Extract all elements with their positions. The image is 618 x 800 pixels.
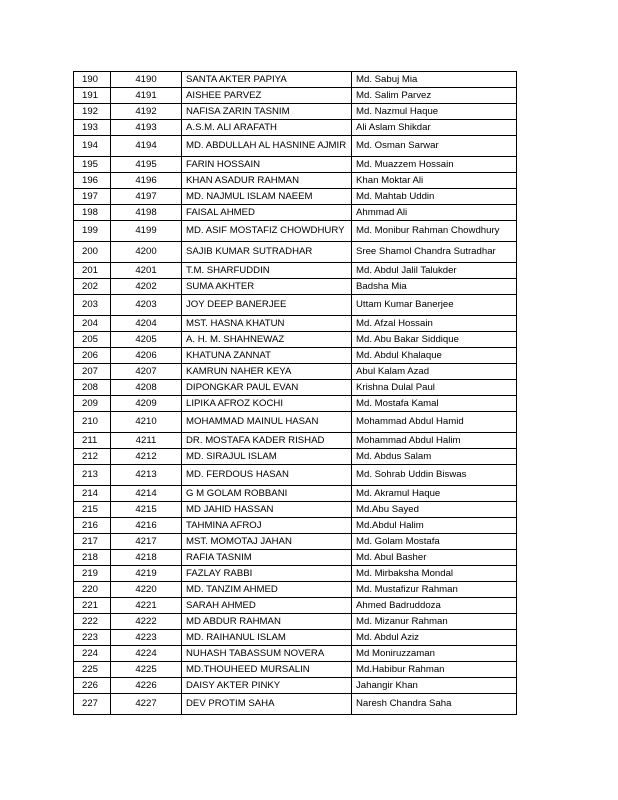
serial-number-cell: 190 bbox=[74, 72, 111, 88]
table-row bbox=[74, 364, 517, 380]
father-name-cell: Ahmed Badruddoza bbox=[352, 598, 517, 614]
serial-number-cell: 209 bbox=[74, 396, 111, 412]
student-name-cell: DIPONGKAR PAUL EVAN bbox=[182, 380, 352, 396]
father-name-cell: Jahangir Khan bbox=[352, 678, 517, 694]
father-name-cell: Md. Abul Basher bbox=[352, 550, 517, 566]
student-name-cell: MOHAMMAD MAINUL HASAN bbox=[182, 412, 352, 433]
student-name-cell: MD. ABDULLAH AL HASNINE AJMIR bbox=[182, 136, 352, 157]
serial-number-cell: 198 bbox=[74, 205, 111, 221]
table-row bbox=[74, 263, 517, 279]
father-name-cell: Md. Nazmul Haque bbox=[352, 104, 517, 120]
father-name-cell: Md. Abdul Aziz bbox=[352, 630, 517, 646]
roll-number-cell: 4220 bbox=[111, 582, 182, 598]
table-row bbox=[74, 221, 517, 242]
student-name-cell: MD. NAJMUL ISLAM NAEEM bbox=[182, 189, 352, 205]
table-row bbox=[74, 279, 517, 295]
student-name-cell: MD. SIRAJUL ISLAM bbox=[182, 449, 352, 465]
roll-number-cell: 4206 bbox=[111, 348, 182, 364]
table-row bbox=[74, 173, 517, 189]
table-row bbox=[74, 449, 517, 465]
student-name-cell: MST. HASNA KHATUN bbox=[182, 316, 352, 332]
serial-number-cell: 201 bbox=[74, 263, 111, 279]
student-name-cell: SANTA AKTER PAPIYA bbox=[182, 72, 352, 88]
roll-number-cell: 4201 bbox=[111, 263, 182, 279]
student-name-cell: KHAN ASADUR RAHMAN bbox=[182, 173, 352, 189]
table-row bbox=[74, 582, 517, 598]
roll-number-cell: 4194 bbox=[111, 136, 182, 157]
roll-number-cell: 4208 bbox=[111, 380, 182, 396]
serial-number-cell: 193 bbox=[74, 120, 111, 136]
serial-number-cell: 222 bbox=[74, 614, 111, 630]
serial-number-cell: 197 bbox=[74, 189, 111, 205]
serial-number-cell: 219 bbox=[74, 566, 111, 582]
table-row bbox=[74, 295, 517, 316]
father-name-cell: Md. Abdus Salam bbox=[352, 449, 517, 465]
student-name-cell: AISHEE PARVEZ bbox=[182, 88, 352, 104]
table-row bbox=[74, 678, 517, 694]
table-row bbox=[74, 534, 517, 550]
father-name-cell: Md. Mahtab Uddin bbox=[352, 189, 517, 205]
serial-number-cell: 216 bbox=[74, 518, 111, 534]
roll-number-cell: 4225 bbox=[111, 662, 182, 678]
father-name-cell: Badsha Mia bbox=[352, 279, 517, 295]
table-row bbox=[74, 486, 517, 502]
serial-number-cell: 215 bbox=[74, 502, 111, 518]
table-row bbox=[74, 465, 517, 486]
table-row bbox=[74, 104, 517, 120]
student-name-cell: TAHMINA AFROJ bbox=[182, 518, 352, 534]
serial-number-cell: 212 bbox=[74, 449, 111, 465]
father-name-cell: Uttam Kumar Banerjee bbox=[352, 295, 517, 316]
student-name-cell: NUHASH TABASSUM NOVERA bbox=[182, 646, 352, 662]
serial-number-cell: 206 bbox=[74, 348, 111, 364]
roll-number-cell: 4224 bbox=[111, 646, 182, 662]
student-name-cell: MD ABDUR RAHMAN bbox=[182, 614, 352, 630]
table-row bbox=[74, 332, 517, 348]
roll-number-cell: 4211 bbox=[111, 433, 182, 449]
serial-number-cell: 199 bbox=[74, 221, 111, 242]
table-row bbox=[74, 614, 517, 630]
roll-number-cell: 4191 bbox=[111, 88, 182, 104]
father-name-cell: Krishna Dulal Paul bbox=[352, 380, 517, 396]
father-name-cell: Md. Afzal Hossain bbox=[352, 316, 517, 332]
father-name-cell: Md. Abdul Khalaque bbox=[352, 348, 517, 364]
student-name-cell: MD. ASIF MOSTAFIZ CHOWDHURY bbox=[182, 221, 352, 242]
serial-number-cell: 214 bbox=[74, 486, 111, 502]
roll-number-cell: 4217 bbox=[111, 534, 182, 550]
roll-number-cell: 4205 bbox=[111, 332, 182, 348]
father-name-cell: Mohammad Abdul Hamid bbox=[352, 412, 517, 433]
table-row bbox=[74, 189, 517, 205]
father-name-cell: Abul Kalam Azad bbox=[352, 364, 517, 380]
roll-number-cell: 4218 bbox=[111, 550, 182, 566]
roll-number-cell: 4193 bbox=[111, 120, 182, 136]
student-name-cell: G M GOLAM ROBBANI bbox=[182, 486, 352, 502]
serial-number-cell: 195 bbox=[74, 157, 111, 173]
student-name-cell: MST. MOMOTAJ JAHAN bbox=[182, 534, 352, 550]
father-name-cell: Md. Sohrab Uddin Biswas bbox=[352, 465, 517, 486]
father-name-cell: Md.Abu Sayed bbox=[352, 502, 517, 518]
table-row bbox=[74, 502, 517, 518]
serial-number-cell: 221 bbox=[74, 598, 111, 614]
roll-number-cell: 4195 bbox=[111, 157, 182, 173]
roll-number-cell: 4197 bbox=[111, 189, 182, 205]
father-name-cell: Md. Monibur Rahman Chowdhury bbox=[352, 221, 517, 242]
roll-number-cell: 4214 bbox=[111, 486, 182, 502]
roll-number-cell: 4202 bbox=[111, 279, 182, 295]
father-name-cell: Mohammad Abdul Halim bbox=[352, 433, 517, 449]
student-name-cell: MD. FERDOUS HASAN bbox=[182, 465, 352, 486]
father-name-cell: Ahmmad Ali bbox=[352, 205, 517, 221]
table-row bbox=[74, 348, 517, 364]
father-name-cell: Naresh Chandra Saha bbox=[352, 694, 517, 715]
student-name-cell: FAISAL AHMED bbox=[182, 205, 352, 221]
father-name-cell: Md.Habibur Rahman bbox=[352, 662, 517, 678]
father-name-cell: Md. Abdul Jalil Talukder bbox=[352, 263, 517, 279]
serial-number-cell: 204 bbox=[74, 316, 111, 332]
serial-number-cell: 225 bbox=[74, 662, 111, 678]
serial-number-cell: 223 bbox=[74, 630, 111, 646]
roll-number-cell: 4200 bbox=[111, 242, 182, 263]
serial-number-cell: 203 bbox=[74, 295, 111, 316]
roll-number-cell: 4204 bbox=[111, 316, 182, 332]
table-row bbox=[74, 566, 517, 582]
roll-number-cell: 4192 bbox=[111, 104, 182, 120]
table-row bbox=[74, 598, 517, 614]
roll-number-cell: 4198 bbox=[111, 205, 182, 221]
table-row bbox=[74, 694, 517, 715]
table-row bbox=[74, 550, 517, 566]
student-name-cell: KAMRUN NAHER KEYA bbox=[182, 364, 352, 380]
table-row bbox=[74, 72, 517, 88]
student-name-cell: SUMA AKHTER bbox=[182, 279, 352, 295]
student-name-cell: NAFISA ZARIN TASNIM bbox=[182, 104, 352, 120]
student-name-cell: KHATUNA ZANNAT bbox=[182, 348, 352, 364]
student-name-cell: DAISY AKTER PINKY bbox=[182, 678, 352, 694]
father-name-cell: Md. Golam Mostafa bbox=[352, 534, 517, 550]
serial-number-cell: 207 bbox=[74, 364, 111, 380]
roll-number-cell: 4212 bbox=[111, 449, 182, 465]
student-roster-table bbox=[73, 71, 517, 715]
student-name-cell: SARAH AHMED bbox=[182, 598, 352, 614]
roster-table-body bbox=[74, 72, 517, 715]
serial-number-cell: 226 bbox=[74, 678, 111, 694]
roll-number-cell: 4207 bbox=[111, 364, 182, 380]
serial-number-cell: 224 bbox=[74, 646, 111, 662]
roll-number-cell: 4216 bbox=[111, 518, 182, 534]
roll-number-cell: 4215 bbox=[111, 502, 182, 518]
student-name-cell: FARIN HOSSAIN bbox=[182, 157, 352, 173]
father-name-cell: Md. Muazzem Hossain bbox=[352, 157, 517, 173]
serial-number-cell: 202 bbox=[74, 279, 111, 295]
table-row bbox=[74, 518, 517, 534]
serial-number-cell: 220 bbox=[74, 582, 111, 598]
serial-number-cell: 192 bbox=[74, 104, 111, 120]
roll-number-cell: 4203 bbox=[111, 295, 182, 316]
father-name-cell: Md. Salim Parvez bbox=[352, 88, 517, 104]
student-name-cell: MD. RAIHANUL ISLAM bbox=[182, 630, 352, 646]
table-row bbox=[74, 396, 517, 412]
student-name-cell: FAZLAY RABBI bbox=[182, 566, 352, 582]
father-name-cell: Md. Mostafa Kamal bbox=[352, 396, 517, 412]
student-name-cell: DR. MOSTAFA KADER RISHAD bbox=[182, 433, 352, 449]
roll-number-cell: 4222 bbox=[111, 614, 182, 630]
table-row bbox=[74, 433, 517, 449]
student-name-cell: MD. TANZIM AHMED bbox=[182, 582, 352, 598]
roll-number-cell: 4223 bbox=[111, 630, 182, 646]
student-name-cell: A.S.M. ALI ARAFATH bbox=[182, 120, 352, 136]
serial-number-cell: 217 bbox=[74, 534, 111, 550]
serial-number-cell: 196 bbox=[74, 173, 111, 189]
roll-number-cell: 4227 bbox=[111, 694, 182, 715]
father-name-cell: Md. Osman Sarwar bbox=[352, 136, 517, 157]
student-name-cell: SAJIB KUMAR SUTRADHAR bbox=[182, 242, 352, 263]
table-row bbox=[74, 662, 517, 678]
table-row bbox=[74, 380, 517, 396]
father-name-cell: Md. Mirbaksha Mondal bbox=[352, 566, 517, 582]
roll-number-cell: 4196 bbox=[111, 173, 182, 189]
table-row bbox=[74, 646, 517, 662]
serial-number-cell: 200 bbox=[74, 242, 111, 263]
father-name-cell: Ali Aslam Shikdar bbox=[352, 120, 517, 136]
student-name-cell: DEV PROTIM SAHA bbox=[182, 694, 352, 715]
roll-number-cell: 4213 bbox=[111, 465, 182, 486]
serial-number-cell: 205 bbox=[74, 332, 111, 348]
student-name-cell: A. H. M. SHAHNEWAZ bbox=[182, 332, 352, 348]
serial-number-cell: 211 bbox=[74, 433, 111, 449]
table-row bbox=[74, 242, 517, 263]
roll-number-cell: 4226 bbox=[111, 678, 182, 694]
father-name-cell: Md. Abu Bakar Siddique bbox=[352, 332, 517, 348]
serial-number-cell: 210 bbox=[74, 412, 111, 433]
roll-number-cell: 4221 bbox=[111, 598, 182, 614]
student-name-cell: RAFIA TASNIM bbox=[182, 550, 352, 566]
student-name-cell: T.M. SHARFUDDIN bbox=[182, 263, 352, 279]
roll-number-cell: 4199 bbox=[111, 221, 182, 242]
serial-number-cell: 194 bbox=[74, 136, 111, 157]
table-row bbox=[74, 120, 517, 136]
student-name-cell: MD JAHID HASSAN bbox=[182, 502, 352, 518]
serial-number-cell: 213 bbox=[74, 465, 111, 486]
roll-number-cell: 4219 bbox=[111, 566, 182, 582]
table-row bbox=[74, 136, 517, 157]
father-name-cell: Sree Shamol Chandra Sutradhar bbox=[352, 242, 517, 263]
father-name-cell: Md. Mustafizur Rahman bbox=[352, 582, 517, 598]
serial-number-cell: 208 bbox=[74, 380, 111, 396]
roll-number-cell: 4210 bbox=[111, 412, 182, 433]
student-name-cell: JOY DEEP BANERJEE bbox=[182, 295, 352, 316]
table-row bbox=[74, 205, 517, 221]
serial-number-cell: 218 bbox=[74, 550, 111, 566]
father-name-cell: Md Moniruzzaman bbox=[352, 646, 517, 662]
serial-number-cell: 191 bbox=[74, 88, 111, 104]
father-name-cell: Md. Sabuj Mia bbox=[352, 72, 517, 88]
father-name-cell: Md. Akramul Haque bbox=[352, 486, 517, 502]
table-row bbox=[74, 88, 517, 104]
table-row bbox=[74, 316, 517, 332]
roll-number-cell: 4190 bbox=[111, 72, 182, 88]
table-row bbox=[74, 157, 517, 173]
roll-number-cell: 4209 bbox=[111, 396, 182, 412]
father-name-cell: Md. Mizanur Rahman bbox=[352, 614, 517, 630]
father-name-cell: Md.Abdul Halim bbox=[352, 518, 517, 534]
table-row bbox=[74, 630, 517, 646]
student-name-cell: MD.THOUHEED MURSALIN bbox=[182, 662, 352, 678]
student-name-cell: LIPIKA AFROZ KOCHI bbox=[182, 396, 352, 412]
father-name-cell: Khan Moktar Ali bbox=[352, 173, 517, 189]
table-row bbox=[74, 412, 517, 433]
serial-number-cell: 227 bbox=[74, 694, 111, 715]
